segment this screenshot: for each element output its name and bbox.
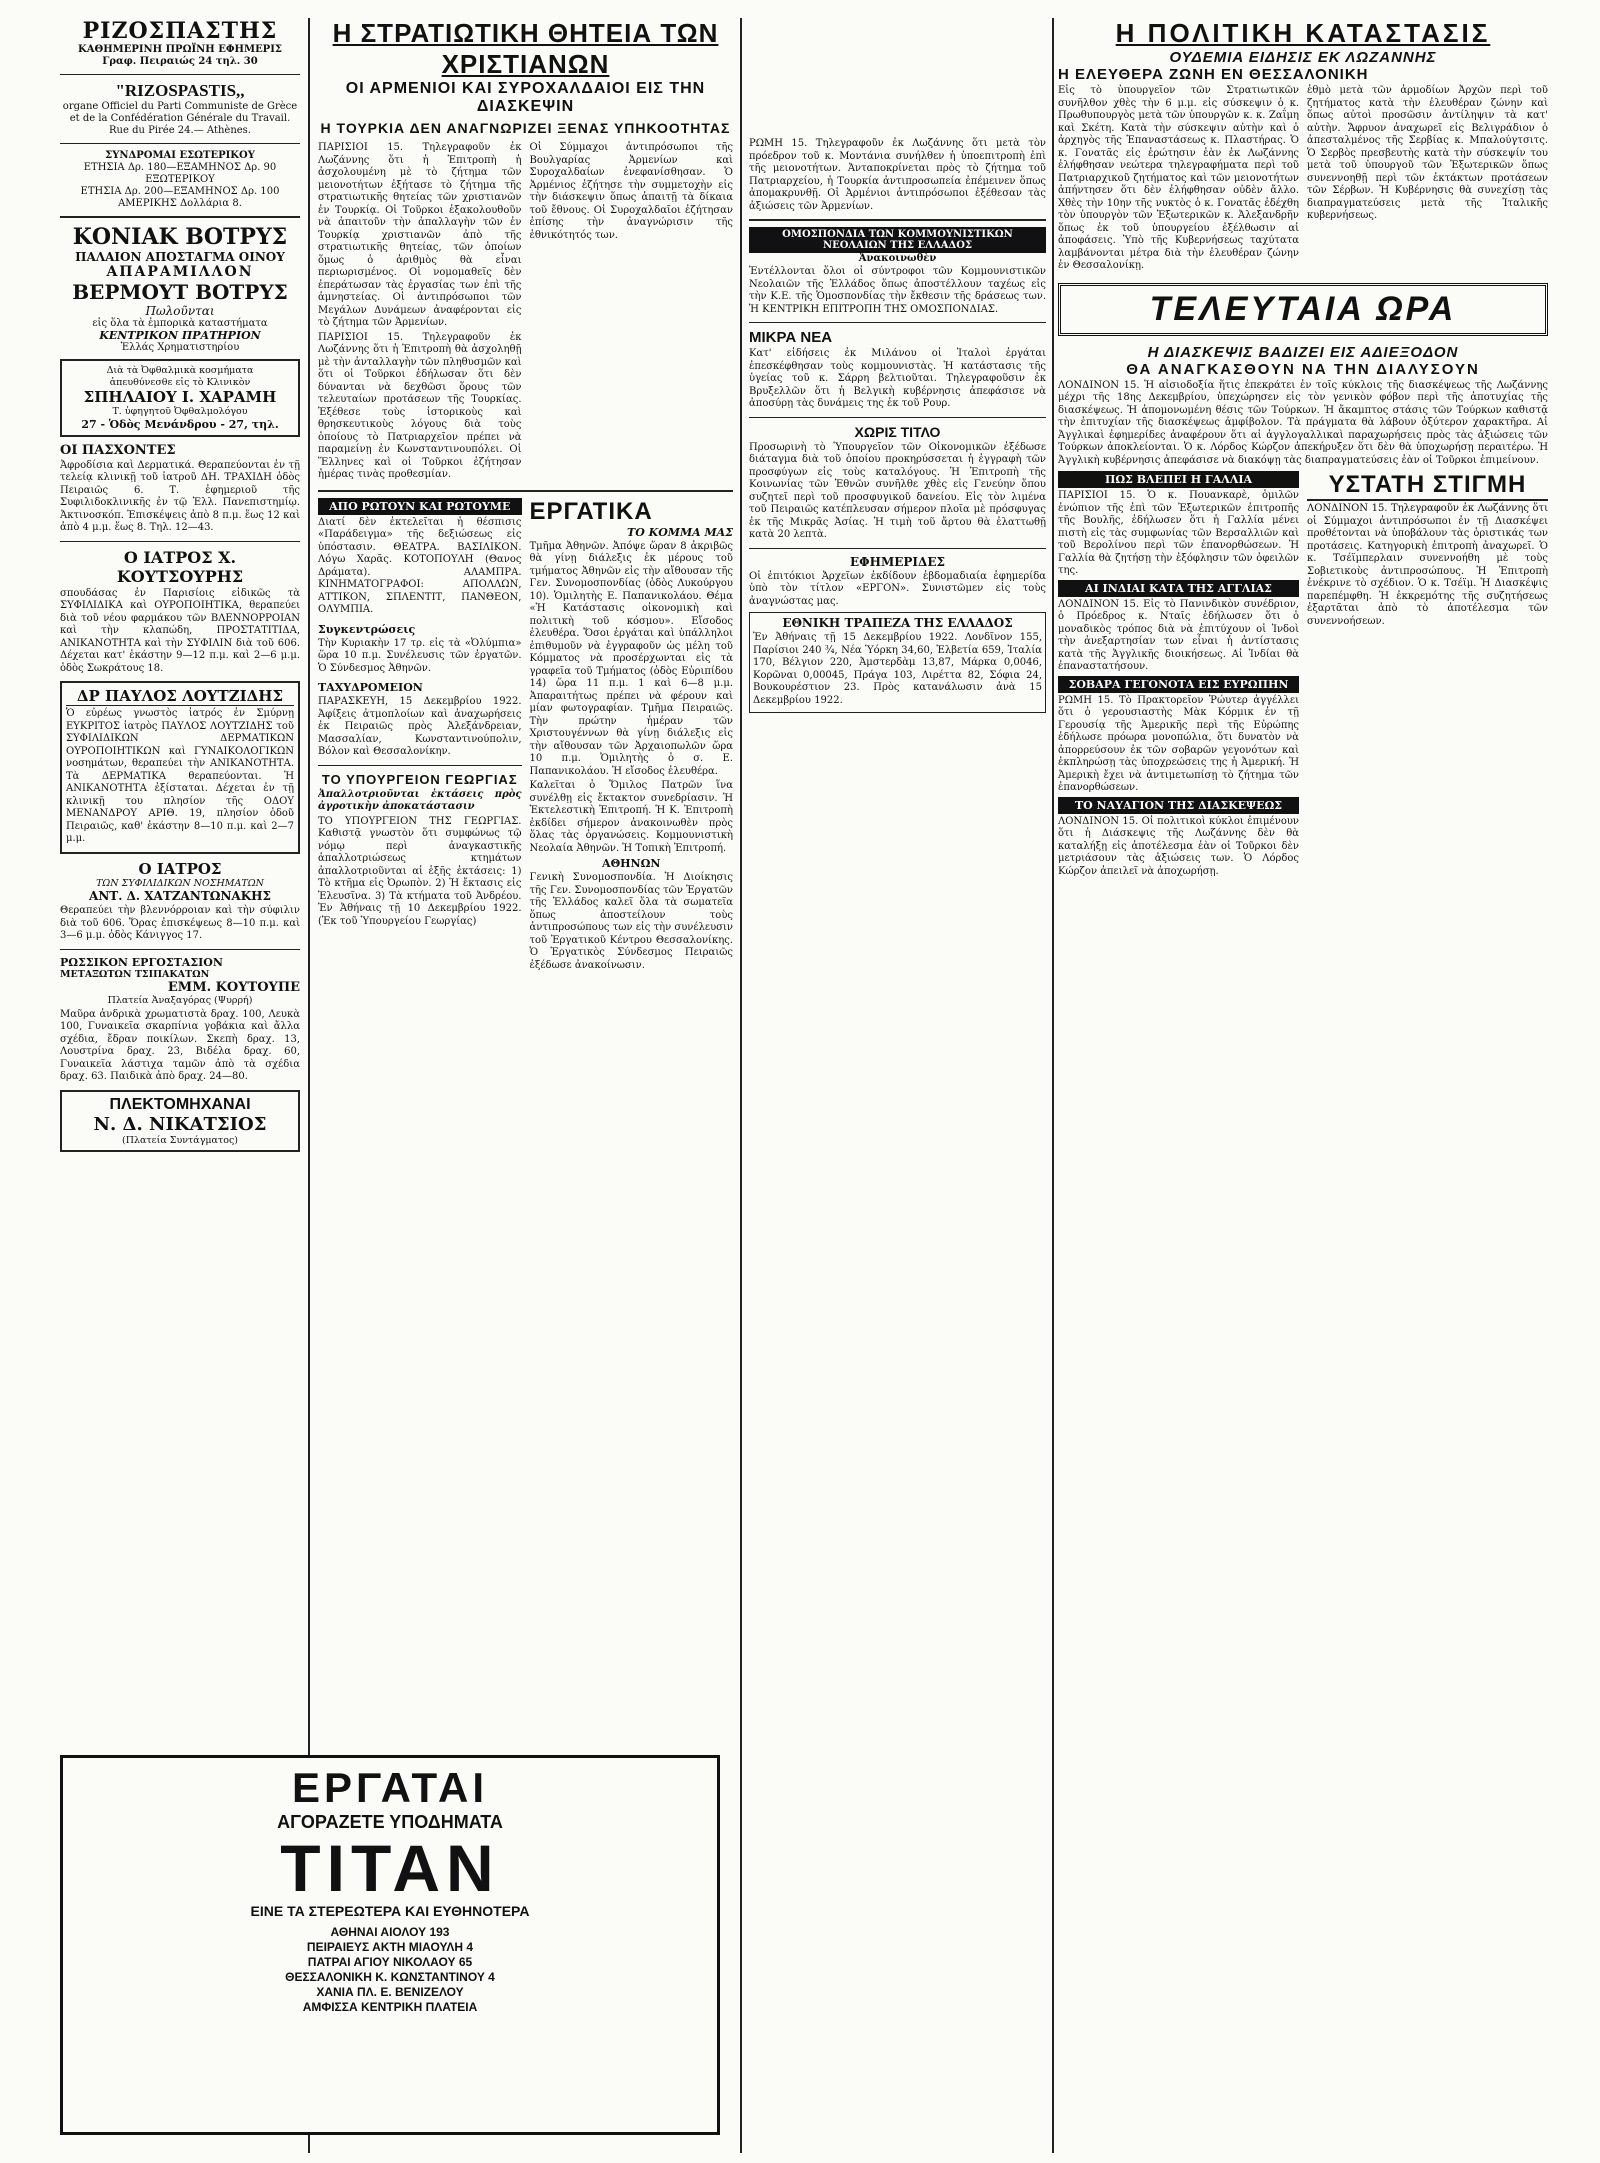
botrys-line: ΚΕΝΤΡΙΚΟΝ ΠΡΑΤΗΡΙΟΝ xyxy=(99,329,261,342)
knitting-address: (Πλατεία Συντάγματος) xyxy=(122,1134,238,1146)
main-article-right xyxy=(530,140,734,484)
subscription-line: ΑΜΕΡΙΚΗΣ Δολλάρια 8. xyxy=(118,198,242,209)
botrys-ad xyxy=(60,224,300,353)
column-3 xyxy=(749,18,1046,2153)
france-head: ΠΩΣ ΒΛΕΠΕΙ Η ΓΑΛΛΙΑ xyxy=(1058,471,1299,488)
main-subhead-2: Η ΤΟΥΡΚΙΑ ΔΕΝ ΑΝΑΓΝΩΡΙΖΕΙ ΞΕΝΑΣ ΥΠΗΚΟΟΤΗΤΑΣ xyxy=(320,120,731,136)
france-text: ΠΑΡΙΣΙΟΙ 15. Ὁ κ. Πουανκαρὲ, ὁμιλῶν ἐνώπιον τῆς ἐπὶ τῶν Ἐξωτερικῶν ἐπιτροπῆς τῆς Βουλῆς, ἐδήλωσεν ὅτι ἡ Γαλλία μένει πιστὴ εἰς τὰς συμφωνίας τῶν Βερσαλλιῶν καὶ τοῦ Βερολίνου περὶ τῶν ἐπανορθώσεων. Ἡ Γαλλία θὰ ζητήσῃ τὴν ἐξόφλησιν τῶν ὀφειλῶν της. xyxy=(1058,490,1299,576)
botrys-line: Πωλοῦνται xyxy=(145,304,215,318)
divider xyxy=(318,765,522,766)
col4-lower xyxy=(1058,471,1548,880)
europe-text: ΡΩΜΗ 15. Τὸ Πρακτορεῖον Ῥώυτερ ἀγγέλλει ὅτι ὁ γερουσιαστὴς Μὰκ Κόρμικ ἐν τῇ Γερουσίᾳ τῆς Ἀμερικῆς περὶ τῆς Εὐρώπης ἐδήλωσε πρόωρα μονοπώλια, ὅτι δυνατὸν νὰ ἀπορρεύσουν ἐκ τῶν σοβαρῶν γεγονότων καὶ ἐκπληρώσῃ τὰς ὑποχρεώσεις της ἡ Ἀμερική. Ἡ Ἀμερικὴ ἔχει νὰ ἀντιμετωπίσῃ τὸ ζήτημα τῶν ἐπανορθώσεων. xyxy=(1058,694,1299,793)
politics-head: Η ΠΟΛΙΤΙΚΗ ΚΑΤΑΣΤΑΣΙΣ xyxy=(1115,18,1491,48)
masthead-subtitle: ΚΑΘΗΜΕΡΙΝΗ ΠΡΩΪΝΗ ΕΦΗΜΕΡΙΣ xyxy=(78,44,282,55)
dispersal-head: ΤΟ ΝΑΥΑΓΙΟΝ ΤΗΣ ΔΙΑΣΚΕΨΕΩΣ xyxy=(1058,797,1299,814)
subscription-line: ΕΞΩΤΕΡΙΚΟΥ xyxy=(145,174,215,185)
col2-lower-left xyxy=(318,498,522,975)
labor-head: ΕΡΓΑΤΙΚΑ xyxy=(529,497,653,525)
politics-left xyxy=(1058,83,1299,275)
subscription-line: ΕΤΗΣΙΑ Δρ. 200—ΕΞΑΜΗΝΟΣ Δρ. 100 xyxy=(80,186,280,197)
factory-address: Πλατεία Ἀναξαγόρας (Ψυρρή) xyxy=(107,995,253,1006)
last-hour-banner: ΤΕΛΕΥΤΑΙΑ ΩΡΑ xyxy=(1058,283,1548,336)
titan-address: ΠΑΤΡΑΙ ΑΓΙΟΥ ΝΙΚΟΛΑΟΥ 65 xyxy=(307,1955,473,1969)
factory-sub: ΜΕΤΑΞΩΤΩΝ ΤΣΙΠΑΚΑΤΩΝ xyxy=(60,968,210,980)
botrys-line: ΑΠΑΡΑΜΙΛΛΟΝ xyxy=(106,264,254,280)
column-rule xyxy=(740,18,742,2153)
loutzidis-ad xyxy=(60,681,300,854)
main-subhead-1: ΟΙ ΑΡΜΕΝΙΟΙ ΚΑΙ ΣΥΡΟΧΑΛΔΑΙΟΙ ΕΙΣ ΤΗΝ ΔΙΑΣΚΕΨΙΝ xyxy=(345,80,706,115)
last-hour-sub-2: ΘΑ ΑΝΑΓΚΑΣΘΟΥΝ ΝΑ ΤΗΝ ΔΙΑΛΥΣΟΥΝ xyxy=(1126,360,1480,378)
charami-line: Διὰ τὰ Ὀφθαλμικὰ κοσμήματα xyxy=(106,365,254,376)
col2-lower-right xyxy=(530,498,734,975)
divider xyxy=(749,322,1046,323)
charami-line: ἀπευθύνεσθε εἰς τὸ Κλινικὸν xyxy=(109,376,251,388)
union-text: Ἐντέλλονται ὅλοι οἱ σύντροφοι τῶν Κομμουνιστικῶν Νεολαιῶν τῆς Ἑλλάδος ὅπως ἀποστέλλουν ταχέως εἰς τὴν Κ.Ε. τῆς Ὁμοσπονδίας τὴν ἔκθεσιν τῆς δράσεως των. Ἡ ΚΕΝΤΡΙΚΗ ΕΠΙΤΡΟΠΗ ΤΗΣ ΟΜΟΣΠΟΝΔΙΑΣ. xyxy=(749,266,1046,315)
column-4 xyxy=(1058,18,1548,2153)
divider xyxy=(60,143,300,144)
main-article-columns xyxy=(318,140,733,484)
charami-ad xyxy=(60,359,300,437)
col3-spacer xyxy=(749,18,1046,136)
chatzantonakis-ad xyxy=(60,860,300,943)
chatzantonakis-sub: ΤΩΝ ΣΥΦΙΛΙΔΙΚΩΝ ΝΟΣΗΜΑΤΩΝ xyxy=(96,877,264,889)
article-paragraph: ΠΑΡΙΣΙΟΙ 15. Τηλεγραφοῦν ἐκ Λωζάννης ὅτι ἡ Ἐπιτροπὴ θὰ ἀσχοληθῇ μὲ τὴν ἀνταλλαγὴν τῶν πληθυσμῶν καὶ ὅτι οἱ Τοῦρκοι ἐδήλωσαν ὅτι δὲν δύνανται νὰ δεχθῶσι ὅρους τῶν τελευταίων προτάσεων τῆς Τουρκίας. Ἐξέθεσε τοὺς ἱστορικοὺς καὶ θρησκευτικοὺς λόγους διὰ τοὺς ὁποίους τὸ Πατριαρχεῖον πρέπει νὰ παραμείνῃ ἐν Κωνσταντινουπόλει. Οἱ Ἕλληνες καὶ οἱ Τοῦρκοι ἐζήτησαν ἡμέρας τινὰς προθεσμίαν. xyxy=(318,331,522,480)
physicians-text: Ἀφροδίσια καὶ Δερματικά. Θεραπεύονται ἐν τῇ τελείᾳ κλινικῇ τοῦ ἰατροῦ ΔΗ. ΤΡΑΧΙΔΗ ὁδὸς Πειραιῶς 6. Τ. ἐφημεριοῦ τῆς Συφιλιδοκλινικῆς ἐν τῷ Ἑλλ. Πανεπιστημίῳ. Ἀκτινοσκόπ. Ἐπισκέψεις ἀπὸ 8 π.μ. ἕως 12 καὶ ἀπὸ 4 μ.μ. ἕως 8. Τηλ. 12—43. xyxy=(60,459,300,533)
europe-head: ΣΟΒΑΡΑ ΓΕΓΟΝΟΤΑ ΕΙΣ ΕΥΡΩΠΗΝ xyxy=(1058,676,1299,693)
labor-city: ΑΘΗΝΩΝ xyxy=(602,857,661,870)
labor-text-2: Καλεῖται ὁ Ὅμιλος Πατρῶν ἵνα συνέλθῃ εἰς ἔκτακτον συνεδρίασιν. Ἡ Ἐκτελεστικὴ Ἐπιτροπή. Ἡ Κ. Ἐπιτροπὴ ἐκδίδει σήμερον ἀνακοινωθὲν πρὸς ὅλας τὰς ὀργανώσεις. Κομμουνιστικὴ Νεολαία Ἀθηνῶν. Ἡ Τοπικὴ Ἐπιτροπή. xyxy=(529,780,733,854)
koutsouris-text: σπουδάσας ἐν Παρισίοις εἰδικῶς τὰ ΣΥΦΙΛΙΔΙΚΑ καὶ ΟΥΡΟΠΟΙΗΤΙΚΑ, θεραπεύει διὰ τοῦ νέου φαρμάκου τῶν ΒΛΕΝΝΟΡΡΟΙΑΝ καὶ τὴν κλαπώδη, ΠΡΟΣΤΑΤΙΤΙΔΑ, ΑΝΙΚΑΝΟΤΗΤΑ καὶ τὴν ΣΥΦΙΛΙΝ διὰ τοῦ 606. Δέχεται κατ' ἑκάστην 9—12 π.μ. καὶ 2—6 μ.μ. ὁδὸς Σωκράτους 18. xyxy=(60,587,300,674)
papers-text: Οἱ ἐπιτόκιοι Ἀρχεῖων ἐκδίδουν ἑβδομαδιαία ἐφημερίδα ὑπὸ τὸν τίτλον «ΕΡΓΟΝ». Συνιστῶμεν εἰς τοὺς ἀναγνώστας μας. xyxy=(749,570,1046,607)
titan-address: ΑΜΦΙΣΣΑ ΚΕΝΤΡΙΚΗ ΠΛΑΤΕΙΑ xyxy=(302,2000,478,2014)
divider xyxy=(749,548,1046,549)
titan-address: ΧΑΝΙΑ ΠΛ. Ε. ΒΕΝΙΖΕΛΟΥ xyxy=(316,1985,464,1999)
subscription-line: ΕΤΗΣΙΑ Δρ. 180—ΕΞΑΜΗΝΟΣ Δρ. 90 xyxy=(83,162,277,173)
politics-right xyxy=(1307,83,1548,275)
india-text: ΛΟΝΔΙΝΟΝ 15. Εἰς τὸ Πανινδικὸν συνέδριον, ὁ Πρόεδρος κ. Νταῖς ἐδήλωσεν ὅτι ὁ μοναδικὸς τρόπος διὰ νὰ ἐπιτύχουν οἱ Ἰνδοὶ τὴν ἀνεξαρτησίαν των εἶναι ἡ ἀντίστασις κατὰ τῆς Ἀγγλικῆς διοικήσεως. Αἱ Ἰνδίαι θὰ ἐπαναστατήσουν. xyxy=(1058,598,1299,672)
chatzantonakis-text: Θεραπεύει τὴν βλεννόρροιαν καὶ τὴν σύφιλιν διὰ τοῦ 606. Ὅρας ἐπισκέψεως 8—10 π.μ. καὶ 3—6 μ.μ. ὁδὸς Κάνιγγος 17. xyxy=(60,905,300,941)
knitting-head: ΠΛΕΚΤΟΜΗΧΑΝΑΙ xyxy=(109,1095,251,1113)
koutsouris-head: Ο ΙΑΤΡΟΣ Χ. ΚΟΥΤΣΟΥΡΗΣ xyxy=(116,547,244,586)
chatzantonakis-name: ΑΝΤ. Δ. ΧΑΤΖΑΝΤΩΝΑΚΗΣ xyxy=(89,889,271,903)
last-hour-text: ΛΟΝΔΙΝΟΝ 15. Ἡ αἰσιοδοξία ἥτις ἐπεκράτει ἐν τοῖς κύκλοις τῆς διασκέψεως τῆς Λωζάννης μέχρι τῆς 18ης Δεκεμβρίου, ὑπεχώρησεν εἰς τὸν γενικὸν φόβον περὶ τῆς ἀποτυχίας τῆς διασκέψεως. Ἡ ἀπομονωμένη θέσις τῶν Τούρκων. Ἡ ἄκαμπτος στάσις τῶν Τούρκων καθιστᾷ τὴν ἐπιτυχίαν τῆς διασκέψεως ἀμφίβολον. Τὰ πράγματα θὰ λάβουν ὀξύτερον χαρακτῆρα. Αἱ Ἀγγλικαὶ ἐφημερίδες ἀναφέρουν ὅτι αἱ ἀγγλογαλλικαὶ παραχωρήσεις πρὸς τὰς ἀξιώσεις τῶν Τούρκων ἀποκλείονται. Ὁ κ. Λόρδος Κώρζον ἀπεκήρυξεν ὅτι δὲν θὰ ὑποχωρήσῃ περαιτέρω. Ἡ Ἀγγλικὴ κυβέρνησις ἀπεφάσισε νὰ διακόψῃ τὰς διαπραγματεύσεις ἐὰν οἱ Τοῦρκοι ἐπιμείνουν. xyxy=(1058,379,1548,466)
notitle-head: ΧΩΡΙΣ ΤΙΤΛΟ xyxy=(854,423,941,440)
col4-lower-right xyxy=(1307,471,1548,880)
telegraph-head: ΤΑΧΥΔΡΟΜΕΙΟΝ xyxy=(318,681,423,694)
factory-ad xyxy=(60,956,300,1084)
titan-buy: ΑΓΟΡΑΖΕΤΕ ΥΠΟΔΗΜΑΤΑ xyxy=(277,1812,503,1832)
col2-lower xyxy=(318,498,733,975)
masthead-latin-address: Rue du Pirée 24.— Athènes. xyxy=(109,125,251,136)
ministry-head: ΤΟ ΥΠΟΥΡΓΕΙΟΝ ΓΕΩΡΓΙΑΣ xyxy=(321,771,518,787)
small-news-head: ΜΙΚΡΑ ΝΕΑ xyxy=(749,329,833,346)
masthead-address: Γραφ. Πειραιώς 24 τηλ. 30 xyxy=(102,56,258,67)
physicians-head: ΟΙ ΠΑΣΧΟΝΤΕΣ xyxy=(60,442,176,458)
botrys-line: Ἑλλάς Χρηματιστηρίου xyxy=(120,342,240,353)
masthead-latin-sub: organe Officiel du Parti Communiste de Grèce et de la Confédération Générale du Travail. xyxy=(62,101,298,124)
bank-box xyxy=(749,612,1046,713)
botrys-cognac: ΚΟΝΙΑΚ ΒΟΤΡΥΣ xyxy=(72,224,288,250)
divider xyxy=(60,216,300,218)
labor-text-3: Γενικὴ Συνομοσπονδία. Ἡ Διοίκησις τῆς Γεν. Συνομοσπονδίας τῶν Ἐργατῶν τῆς Ἑλλάδος καλεῖ ὅλα τὰ σωματεῖα ὅπως ἀποστείλουν τοὺς ἀντιπροσώπους των εἰς τὴν συνέλευσιν τοῦ Ἐργατικοῦ Κέντρου Θεσσαλονίκης. Ὁ Ἐργατικὸς Σύνδεσμος Πειραιῶς ἐξέδωσε ἀνακοίνωσιν. xyxy=(529,872,733,971)
masthead-latin-title: "RIZOSPASTIS,, xyxy=(115,81,245,100)
charami-name: ΣΠΗΛΑΙΟΥ Ι. ΧΑΡΑΜΗ xyxy=(83,388,277,406)
botrys-line: ΠΑΛΑΙΟΝ ΑΠΟΣΤΑΓΜΑ ΟΙΝΟΥ xyxy=(75,250,285,264)
theatre-text: Διατί δὲν ἐκτελεῖται ἡ θέσπισις «Παράδειγμα» τῆς δεξιώσεως εἰς ὑπόστασιν. ΘΕΑΤΡΑ. ΒΑΣΙΛΙΚΟΝ. Λόγω Χαρᾶς. ΚΟΤΟΠΟΥΛΗ (Θανος Δράματα). ΑΛΑΜΠΡΑ. ΚΙΝΗΜΑΤΟΓΡΑΦΟΙ: ΑΠΟΛΛΩΝ, ΑΤΤΙΚΟΝ, ΣΠΛΕΝΤΙΤ, ΠΑΝΘΕΟΝ, ΟΛΥΜΠΙΑ. xyxy=(318,516,522,615)
lastmin-head: ΥΣΤΑΤΗ ΣΤΙΓΜΗ xyxy=(1307,471,1548,501)
titan-workers: ΕΡΓΑΤΑΙ xyxy=(291,1764,489,1811)
factory-head: ΡΩΣΣΙΚΟΝ ΕΡΓΟΣΤΑΣΙΟΝ xyxy=(60,955,223,969)
ministry-text: ΤΟ ΥΠΟΥΡΓΕΙΟΝ ΤΗΣ ΓΕΩΡΓΙΑΣ. Καθιστᾷ γνωστὸν ὅτι συμφώνως τῷ νόμῳ περὶ ἀναγκαστικῆς ἀπαλλοτριώσεως κτημάτων ἀπαλλοτριοῦνται αἱ ἑξῆς ἐκτάσεις: 1) Τὸ κτῆμα εἰς Ὀρωπὸν. 2) Ἡ ἔκτασις εἰς Ἐλευσῖνα. 3) Τὰ κτήματα τοῦ Ἀνδρέου. Ἐν Ἀθήναις τῇ 10 Δεκεμβρίου 1922. (Ἐκ τοῦ Ὑπουργείου Γεωργίας) xyxy=(318,815,522,927)
titan-address: ΠΕΙΡΑΙΕΥΣ ΑΚΤΗ ΜΙΑΟΥΛΗ 4 xyxy=(306,1940,474,1954)
politics-columns xyxy=(1058,83,1548,275)
notitle-text: Προσωρινὴ τὸ Ὑπουργεῖον τῶν Οἰκονομικῶν ἐξέδωσε διάταγμα διὰ τοῦ ὁποίου προκηρύσσεται ἡ ἐγγραφὴ τῶν προσφύγων εἰς τοὺς καταλόγους. Ἡ Ἐπιτροπὴ τῆς Κοινωνίας τῶν Ἐθνῶν συνῆλθε χθὲς εἰς Γενεύην ὅπου συζητεῖ περὶ τοῦ προσφυγικοῦ δανείου. Εἰς τὸν λιμένα τοῦ Πειραιῶς κατέπλευσαν σήμερον πλοῖα μὲ πρόσφυγας ἐκ τῆς Μικρᾶς Ἀσίας. Ἡ τιμὴ τοῦ ἄρτου θὰ ἐλαττωθῇ κατὰ 20 λεπτὰ. xyxy=(749,441,1046,540)
titan-address: ΘΕΣΣΑΛΟΝΙΚΗ Κ. ΚΩΝΣΤΑΝΤΙΝΟΥ 4 xyxy=(285,1970,495,1984)
titan-brand: ΤΙΤΑΝ xyxy=(280,1831,500,1905)
divider xyxy=(318,490,733,492)
subscriptions-head: ΣΥΝΔΡΟΜΑΙ ΕΣΩΤΕΡΙΚΟΥ xyxy=(105,150,255,161)
charami-address: 27 - Ὁδὸς Μενάνδρου - 27, τηλ. xyxy=(81,417,279,431)
loutzidis-head: ΔΡ ΠΑΥΛΟΣ ΛΟΥΤΖΙΔΗΣ xyxy=(66,687,294,706)
factory-owner: ΕΜΜ. ΚΟΥΤΟΥΠΕ xyxy=(167,980,300,995)
titan-slogan: ΕΙΝΕ ΤΑ ΣΤΕΡΕΩΤΕΡΑ ΚΑΙ ΕΥΘΗΝΟΤΕΡΑ xyxy=(250,1903,530,1919)
divider xyxy=(60,541,300,542)
politics-sub: ΟΥΔΕΜΙΑ ΕΙΔΗΣΙΣ ΕΚ ΛΩΖΑΝΝΗΣ xyxy=(1169,49,1437,66)
telegraph-text: ΠΑΡΑΣΚΕΥΗ, 15 Δεκεμβρίου 1922. Ἀφίξεις ἀτμοπλοίων καὶ ἀναχωρήσεις ἐκ Πειραιῶς πρὸς Ἀλεξάνδρειαν, Μασσαλίαν, Κωνσταντινούπολιν, Βόλον καὶ Θεσσαλονίκην. xyxy=(318,696,522,757)
main-headline: Η ΣΤΡΑΤΙΩΤΙΚΗ ΘΗΤΕΙΑ ΤΩΝ ΧΡΙΣΤΙΑΝΩΝ xyxy=(332,18,719,79)
india-head: ΑΙ ΙΝΔΙΑΙ ΚΑΤΑ ΤΗΣ ΑΓΓΛΙΑΣ xyxy=(1058,580,1299,597)
theatre-head: ΑΠΟ ΡΩΤΟΥΝ ΚΑΙ ΡΩΤΟΥΜΕ xyxy=(318,498,522,515)
ministry-sub: Ἀπαλλοτριοῦνται ἐκτάσεις πρὸς ἀγροτικὴν ἀποκατάστασιν xyxy=(318,788,522,812)
labor-text: Τμῆμα Ἀθηνῶν. Ἀπόψε ὥραν 8 ἀκριβῶς θὰ γίνῃ διάλεξις ἐκ μέρους τοῦ τμήματος Ἀθηνῶν εἰς τὴν αἴθουσαν τῆς Γεν. Συνομοσπονδίας (ὁδὸς Λυκούργου 10). Ὁμιλητὴς Ε. Παπανικολάου. Θέμα «Ἡ Κατάστασις οἰκονομικὴ καὶ πολιτικὴ τοῦ κόσμου». Εἴσοδος ἐλευθέρα. Ὅσοι ἐργάται καὶ ὑπάλληλοι ἐπιθυμοῦν νὰ ἐγγραφοῦν ὡς μέλη τοῦ Κόμματος νὰ προσέρχωνται εἰς τὰ γραφεῖα τοῦ Τμήματος (ὁδὸς Εὐριπίδου 14) ὥρα 11 π.μ. 1 καὶ 6—8 μ.μ. Ἀπαραιτήτως πρέπει νὰ φέρουν καὶ μίαν φωτογραφίαν. Τμῆμα Πειραιῶς. Τὴν πρώτην ἡμέραν τῶν Χριστουγέννων θὰ γίνῃ διάλεξις εἰς τὴν αἴθουσαν τῶν Ἀρχαιοπωλῶν ὥρα 10 π.μ. Ὁμιλητὴς ὁ σ. Ε. Παπανικολάου. Ἡ εἴσοδος ἐλευθέρα. xyxy=(529,540,733,777)
article-paragraph: Οἱ Σύμμαχοι ἀντιπρόσωποι τῆς Βουλγαρίας Ἀρμενίων καὶ Συροχαλδαίων ἐνεφανίσθησαν. Ὁ Ἀρμένιος ἐζήτησε τὴν συμμετοχὴν εἰς τὴν διάσκεψιν ὅπως ἀπαιτῇ τὰ δίκαια τοῦ ἔθνους. Οἱ Συροχαλδαῖοι ἐζήτησαν ἐπίσης τὴν ἀναγνώρισιν τῆς ἐθνικότητός των. xyxy=(529,142,733,241)
chatzantonakis-head: Ο ΙΑΤΡΟΣ xyxy=(138,859,222,878)
col4-lower-left xyxy=(1058,471,1299,880)
union-head: ΟΜΟΣΠΟΝΔΙΑ ΤΩΝ ΚΟΜΜΟΥΝΙΣΤΙΚΩΝ ΝΕΟΛΑΙΩΝ ΤΗΣ ΕΛΛΑΔΟΣ xyxy=(749,227,1046,253)
divider xyxy=(749,417,1046,418)
divider xyxy=(60,74,300,75)
dispersal-text: ΛΟΝΔΙΝΟΝ 15. Οἱ πολιτικοὶ κύκλοι ἐπιμένουν ὅτι ἡ Διάσκεψις τῆς Λωζάννης δὲν θὰ καταλήξῃ εἰς ἀποτέλεσμα ἐὰν οἱ Τοῦρκοι δὲν μετριάσουν τὰς ἀξιώσεις των. Ὁ Λόρδος Κώρζον ἀπειλεῖ νὰ ἀποχωρήσῃ. xyxy=(1058,815,1299,877)
botrys-vermouth: ΒΕΡΜΟΥΤ ΒΟΤΡΥΣ xyxy=(72,280,288,304)
bank-head: ΕΘΝΙΚΗ ΤΡΑΠΕΖΑ ΤΗΣ ΕΛΛΑΔΟΣ xyxy=(782,616,1013,630)
charami-line: Τ. ὑφηγητοῦ Ὀφθαλμολόγου xyxy=(112,406,248,417)
small-news-text: Κατ' εἰδήσεις ἐκ Μιλάνου οἱ Ἰταλοὶ ἐργάται ἐπεσκέφθησαν τοὺς κομμουνιστὰς. Ἡ κατάστασις τῆς ὑγείας τοῦ κ. Σάρρη βελτιοῦται. Τηλεγραφοῦσιν ἐκ Βρυξελλῶν ὅτι ἡ Βελγικὴ κυβέρνησις ἀπεφάσισε νὰ ἀποσύρῃ τὰς δυνάμεις της ἐκ τοῦ Ρουρ. xyxy=(749,348,1046,409)
politics-sub-2: Η ΕΛΕΥΘΕΡΑ ΖΩΝΗ ΕΝ ΘΕΣΣΑΛΟΝΙΚΗ xyxy=(1058,66,1369,83)
botrys-line: εἰς ὅλα τὰ ἐμπορικὰ καταστήματα xyxy=(92,318,268,329)
main-article-left xyxy=(318,140,522,484)
politics-text: Εἰς τὸ ὑπουργεῖον τῶν Στρατιωτικῶν συνῆλθον χθὲς τὴν 6 μ.μ. εἰς σύσκεψιν ὁ κ. Πρωθυπουργὸς μετὰ τῶν ὑπουργῶν κ. κ. Ζαΐμη καὶ Σκέτη. Κατὰ τὴν σύσκεψιν αὐτὴν καὶ ὁ ἀρχηγὸς τῆς Ἐπαναστάσεως κ. Πλαστήρας. Ὁ κ. Γονατᾶς εἰς ἐρώτησιν ἐὰν ἐκ Λωζάννης ἐλήφθησαν νεώτερα τηλεγραφήματα περὶ τοῦ Πατριαρχικοῦ ζητήματος καὶ τῶν μειονοτήτων ἀπήντησεν ὅτι δὲν ἐλήφθησαν οὐδὲν ἄλλο. Χθὲς τὴν 10ην τῆς νυκτὸς ὁ κ. Γονατᾶς ἐδέχθη τὸν ὑπουργὸν τῶν Ἐξωτερικῶν κ. Ἀλεξανδρῆν ὅπως ἐκ τοῦ ὑπουργείου ἐξέλθωσιν αἱ ἀποφάσεις. Ὑπὸ τῆς Κυβερνήσεως ταχύτατα λαμβάνονται μέτρα διὰ τὴν ἐλευθέραν ζώνην ἐν Θεσσαλονίκῃ. xyxy=(1058,85,1299,271)
rome-text: ΡΩΜΗ 15. Τηλεγραφοῦν ἐκ Λωζάννης ὅτι μετὰ τὸν πρόεδρον τοῦ κ. Μοντάνια συνήλθεν ἡ ὑποεπιτροπὴ ἐπὶ τῆς μειονοτήτων. Ἀνταποκρίνεται πρὸς τὸ ζήτημα τοῦ Πατριαρχείου, ἡ Τουρκία ἀντιπροσωπεία ἐπέμεινεν ὅπως ἀπομακρυνθῇ. Οἱ Ἀρμένιοι ἀντιπρόσωποι ἐξέθεσαν τὰς ἀξιώσεις τῶν Ἀρμενίων. xyxy=(749,138,1046,212)
column-2 xyxy=(318,18,733,1733)
last-hour-sub-1: Η ΔΙΑΣΚΕΨΙΣ ΒΑΔΙΖΕΙ ΕΙΣ ΑΔΙΕΞΟΔΟΝ xyxy=(1147,343,1459,361)
papers-head: ΕΦΗΜΕΡΙΔΕΣ xyxy=(850,554,945,569)
knitting-name: Ν. Δ. ΝΙΚΑΤΣΙΟΣ xyxy=(93,1113,267,1135)
knitting-ad xyxy=(60,1090,300,1153)
lastmin-text: ΛΟΝΔΙΝΟΝ 15. Τηλεγραφοῦν ἐκ Λωζάννης ὅτι οἱ Σύμμαχοι ἀντιπρόσωποι ἐν τῇ Διασκέψει προθέτονται νὰ ὑποβάλουν τὰς ὁριστικάς των προτάσεις. Κατηγορικὴ ἐπιτροπὴ ἀναχωρεῖ. Ὁ κ. Τσέϊμπερλαιν συνεννοήθη μὲ τοὺς Σοβιετικοὺς ἀντιπροσώπους. Ἡ Ἐπιτροπὴ ἐνέκρινε τὸ σχέδιον. Ὁ κ. Τσέϊμ. Ἡ Διασκέψις παρεπέμφθη. Ἡ ἐκκρεμότης τῆς συζητήσεως ἐξαρτᾶται ἀπὸ τὸ ἀποτέλεσμα τῶν συνεννοήσεων. xyxy=(1307,503,1548,627)
bank-text: Ἐν Ἀθήναις τῇ 15 Δεκεμβρίου 1922. Λονδῖνον 155, Παρίσιοι 240 ¾, Νέα Ὑόρκη 34,60, Ἐλβετία 659, Ἰταλία 170, Βέλγιον 220, Ἀμστερδὰμ 13,87, Μάρκα 0,0046, Κορῶναι 0,00045, Πράγα 103, Λιρέττα 82, Σόφια 24, Βουκουρέστιον 23. Πρὸς κατανάλωσιν ἀνὰ 15 Δεκεμβρίου 1922. xyxy=(753,632,1042,706)
meetings-head: Συγκεντρώσεις xyxy=(318,622,416,636)
loutzidis-text: Ὁ εὐρέως γνωστὸς ἰατρός ἐν Σμύρνῃ ΕΥΚΡΙΤΟΣ ἰατρὸς ΠΑΥΛΟΣ ΛΟΥΤΖΙΔΗΣ τοῦ ΣΥΦΙΛΙΔΙΚΩΝ ΔΕΡΜΑΤΙΚΩΝ ΟΥΡΟΠΟΙΗΤΙΚΩΝ καὶ ΓΥΝΑΙΚΟΛΟΓΙΚΩΝ νοσημάτων, θεραπεύει τὴν ΑΝΙΚΑΝΟΤΗΤΑ. Τὰ ΔΕΡΜΑΤΙΚΑ θεραπεύονται. Ἡ ΑΝΙΚΑΝΟΤΗΤΑ ἐξίσταται. Δέχεται ἐν τῇ κλινικῇ του πλησίον τῆς ΟΔΟΥ ΜΕΝΑΝΔΡΟΥ ΑΡΙΘ. 19, πλησίον ὁδοῦ Πειραιῶς, καθ' ἑκάστην 8—10 π.μ. καὶ 2—7 μ.μ. xyxy=(66,708,294,844)
divider xyxy=(749,219,1046,221)
union-sub: Ἀνακοινωθὲν xyxy=(858,253,937,264)
column-rule xyxy=(1052,18,1054,2153)
titan-addresses xyxy=(69,1925,711,2015)
meetings-text: Τὴν Κυριακὴν 17 τρ. εἰς τὰ «Ὀλύμπια» ὥρα 10 π.μ. Συνέλευσις τῶν ἐργατῶν. Ὁ Σύνδεσμος Ἀθηνῶν. xyxy=(318,637,522,674)
politics-text-2: ἐθμὸ μετὰ τῶν ἀρμοδίων Ἀρχῶν περὶ τοῦ ζητήματος κατὰ τὴν ἐλευθέραν ζώνην καὶ ὅπως αὐτοὶ προσῶσιν ἀντίληψιν τὰ κατ' αὐτὴν. Ἄφρυον ἀναχωρεῖ εἰς Βελιγράδιον ὁ ἀπεσταλμένος τῆς Σερβίας κ. Μπαλούγτσιτς. Ὁ Σερβὸς πρεσβευτὴς κατὰ τὴν σύσκεψίν του μετὰ τοῦ ὑπουργοῦ τῶν Ἐξωτερικῶν ὅπως συνεννοηθῇ περὶ τῶν ἐκτάκτων προτάσεων τῶν Σέρβων. Ἡ Κυβέρνησις θὰ συνεχίσῃ τὰς διαπραγματεύσεις μετὰ τῆς Ἰταλικῆς κυβερνήσεως. xyxy=(1307,85,1548,221)
titan-address: ΑΘΗΝΑΙ ΑΙΟΛΟΥ 193 xyxy=(330,1925,450,1939)
titan-ad xyxy=(60,1755,720,2135)
article-paragraph: ΠΑΡΙΣΙΟΙ 15. Τηλεγραφοῦν ἐκ Λωζάννης ὅτι ἡ Ἐπιτροπὴ ἡ ἀσχολουμένη μὲ τὸ ζήτημα τῶν μειονοτήτων ἐξήτασε τὸ ζήτημα τῆς στρατιωτικῆς θητείας τῶν χριστιανῶν ἐν Τουρκίᾳ. Οἱ Τοῦρκοι ἐξακολουθοῦν νὰ ἀπαιτοῦν τὴν ἀπαλλαγὴν τῶν ἐν Τουρκίᾳ χριστιανῶν ἀπὸ τῆς στρατιωτικῆς θητείας, τῶν ὁποίων ὅμως ὁ ἀριθμὸς θὰ εἶναι περιωρισμένος. Οἱ νομομαθεῖς δὲν ἐπεράτωσαν τὰς ἐργασίας των ἐπὶ τῆς ἀμνηστείας. Οἱ ἀντιπρόσωποι τῶν Μεγάλων Δυνάμεων ἀναφέρονται εἰς τὸ ζήτημα τῶν Ἀρμενίων. xyxy=(318,142,522,328)
labor-sub: ΤΟ ΚΟΜΜΑ ΜΑΣ xyxy=(627,525,733,539)
divider xyxy=(60,949,300,950)
masthead-title: ΡΙΖΟΣΠΑΣΤΗΣ xyxy=(82,18,278,44)
factory-text: Μαῦρα ἀνδρικὰ χρωματιστὰ δραχ. 100, Λευκὰ 100, Γυναικεῖα σκαρπίνια γοβάκια καὶ ἄλλα σχέδια, ἔδραν ποικίλων. Σκεπὴ δραχ. 13, Λουστρίνα δραχ. 23, Βιδέλα δραχ. 60, Γυναικεῖα λάστιχα ταμῶν ἀπὸ τὰ σχέδια δραχ. 63. Παιδικὰ ἀπὸ δραχ. 24—80. xyxy=(60,1008,300,1082)
